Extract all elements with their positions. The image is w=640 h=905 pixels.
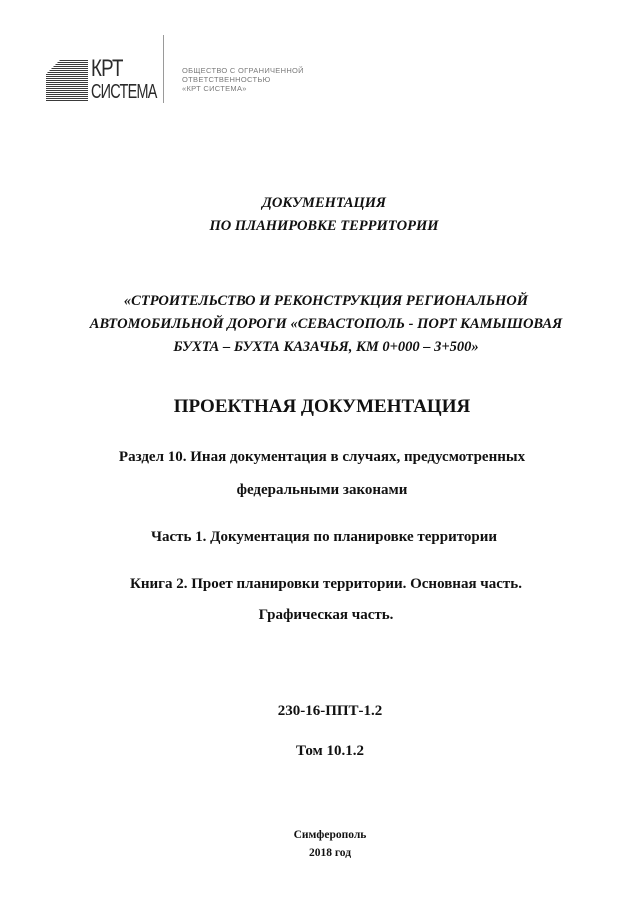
- logo-brand-line1: КРТ: [91, 55, 123, 82]
- logo-brand-line2: СИСТЕМА: [91, 81, 157, 103]
- book-title-line1: Книга 2. Проет планировки территории. Основная часть.: [130, 576, 522, 592]
- logo-caption-line3: «КРТ СИСТЕМА»: [182, 84, 247, 93]
- document-title-line1: ДОКУМЕНТАЦИЯ: [261, 195, 387, 211]
- book-title-line2: Графическая часть.: [258, 607, 394, 623]
- volume-number: Том 10.1.2: [295, 743, 364, 759]
- logo-caption-line1: ОБЩЕСТВО С ОГРАНИЧЕННОЙ: [182, 66, 304, 75]
- main-heading: ПРОЕКТНАЯ ДОКУМЕНТАЦИЯ: [173, 396, 471, 417]
- logo-mark-icon: [46, 60, 88, 102]
- year: 2018 год: [308, 847, 352, 859]
- section-title-line1: Раздел 10. Иная документация в случаях, предусмотренных: [118, 449, 526, 465]
- project-name-line2: АВТОМОБИЛЬНОЙ ДОРОГИ «СЕВАСТОПОЛЬ - ПОРТ КАМЫШОВАЯ: [89, 316, 563, 332]
- part-title: Часть 1. Документация по планировке территории: [150, 529, 498, 545]
- section-title-line2: федеральными законами: [236, 482, 408, 498]
- project-name-line1: «СТРОИТЕЛЬСТВО И РЕКОНСТРУКЦИЯ РЕГИОНАЛЬНОЙ: [123, 293, 529, 309]
- logo-caption-line2: ОТВЕТСТВЕННОСТЬЮ: [182, 75, 271, 84]
- project-name-line3: БУХТА – БУХТА КАЗАЧЬЯ, КМ 0+000 – 3+500»: [173, 339, 479, 355]
- city: Симферополь: [293, 829, 367, 841]
- logo-divider: [163, 35, 164, 103]
- document-title-line2: ПО ПЛАНИРОВКЕ ТЕРРИТОРИИ: [209, 218, 439, 234]
- document-code: 230-16-ППТ-1.2: [277, 703, 383, 719]
